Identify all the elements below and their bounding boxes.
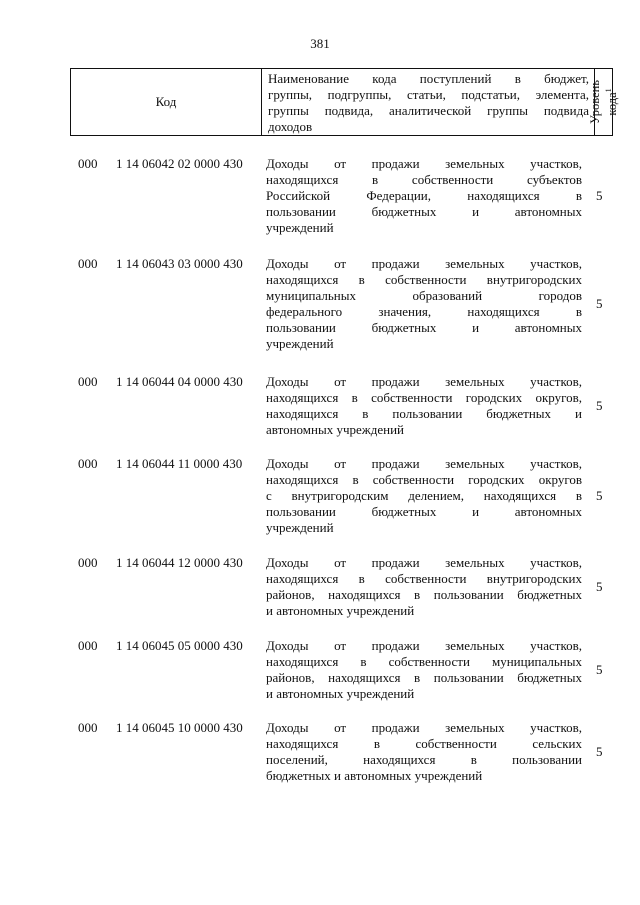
row-level: 5: [596, 662, 603, 677]
table-header: [70, 68, 619, 136]
row-description-line: и автономных учреждений: [266, 686, 415, 701]
row-code: 1 14 06044 11 0000 430: [116, 456, 243, 471]
row-description-line: районов, находящихся в пользовании бюджетных: [266, 587, 582, 602]
row-description-line: районов, находящихся в пользовании бюджетных: [266, 670, 582, 685]
row-description-line: поселений, находящихся в пользовании: [266, 752, 582, 767]
row-level: 5: [596, 744, 603, 759]
header-name: [262, 69, 595, 136]
header-level-footnote: 1: [603, 88, 613, 93]
row-description: [266, 720, 582, 784]
row-description-line: пользовании бюджетных и автономных: [266, 504, 582, 519]
row-description-line: пользовании бюджетных и автономных: [266, 204, 582, 219]
row-description: [266, 256, 582, 352]
header-level-line2: кода: [604, 92, 619, 116]
row-description-line: и автономных учреждений: [266, 603, 415, 618]
row-description-line: находящихся в пользовании бюджетных и: [266, 406, 582, 421]
row-description-line: находящихся в собственности городских округов,: [266, 390, 582, 405]
header-code: Код: [71, 69, 262, 136]
row-prefix: 000: [78, 156, 98, 171]
row-code: 1 14 06044 12 0000 430: [116, 555, 243, 570]
row-description-line: находящихся в собственности сельских: [266, 736, 582, 751]
row-prefix: 000: [78, 555, 98, 570]
row-code: 1 14 06042 02 0000 430: [116, 156, 243, 171]
row-description-line: находящихся в собственности внутригородских: [266, 571, 582, 586]
row-description: [266, 555, 582, 619]
row-description-line: пользовании бюджетных и автономных: [266, 320, 582, 335]
row-level: 5: [596, 398, 603, 413]
row-description-line: Доходы от продажи земельных участков,: [266, 374, 582, 389]
row-code: 1 14 06045 10 0000 430: [116, 720, 243, 735]
row-description-line: муниципальных образований городов: [266, 288, 582, 303]
row-prefix: 000: [78, 456, 98, 471]
row-description-line: Доходы от продажи земельных участков,: [266, 156, 582, 171]
row-code: 1 14 06045 05 0000 430: [116, 638, 243, 653]
row-level: 5: [596, 488, 603, 503]
row-description-line: Российской Федерации, находящихся в: [266, 188, 582, 203]
row-description-line: Доходы от продажи земельных участков,: [266, 256, 582, 271]
row-description-line: федерального значения, находящихся в: [266, 304, 582, 319]
row-prefix: 000: [78, 374, 98, 389]
header-level: [587, 69, 619, 136]
row-description-line: Доходы от продажи земельных участков,: [266, 638, 582, 653]
row-level: 5: [596, 296, 603, 311]
row-code: 1 14 06043 03 0000 430: [116, 256, 243, 271]
row-description-line: Доходы от продажи земельных участков,: [266, 720, 582, 735]
row-description: [266, 156, 582, 236]
row-description-line: находящихся в собственности субъектов: [266, 172, 582, 187]
row-prefix: 000: [78, 720, 98, 735]
row-prefix: 000: [78, 638, 98, 653]
row-description: [266, 638, 582, 702]
row-description: [266, 374, 582, 438]
row-description-line: Доходы от продажи земельных участков,: [266, 555, 582, 570]
row-description-line: Доходы от продажи земельных участков,: [266, 456, 582, 471]
row-level: 5: [596, 188, 603, 203]
row-prefix: 000: [78, 256, 98, 271]
row-description: [266, 456, 582, 536]
row-description-line: находящихся в собственности городских округов: [266, 472, 582, 487]
page-number: 381: [310, 36, 330, 51]
header-name-line: группы, подгруппы, статьи, подстатьи, элемента,: [268, 87, 589, 102]
header-name-line: группы подвида, аналитической группы подвида: [268, 103, 589, 118]
header-level-line1: Уровень: [587, 79, 602, 125]
row-description-line: учреждений: [266, 520, 334, 535]
header-name-line: доходов: [268, 119, 313, 134]
row-code: 1 14 06044 04 0000 430: [116, 374, 243, 389]
header-level-text: [588, 80, 618, 124]
row-level: 5: [596, 579, 603, 594]
row-description-line: бюджетных и автономных учреждений: [266, 768, 483, 783]
row-description-line: учреждений: [266, 220, 334, 235]
row-description-line: автономных учреждений: [266, 422, 405, 437]
header-name-line: Наименование кода поступлений в бюджет,: [268, 71, 589, 86]
row-description-line: находящихся в собственности внутригородских: [266, 272, 582, 287]
row-description-line: находящихся в собственности муниципальных: [266, 654, 582, 669]
row-description-line: с внутригородским делением, находящихся в: [266, 488, 582, 503]
row-description-line: учреждений: [266, 336, 334, 351]
